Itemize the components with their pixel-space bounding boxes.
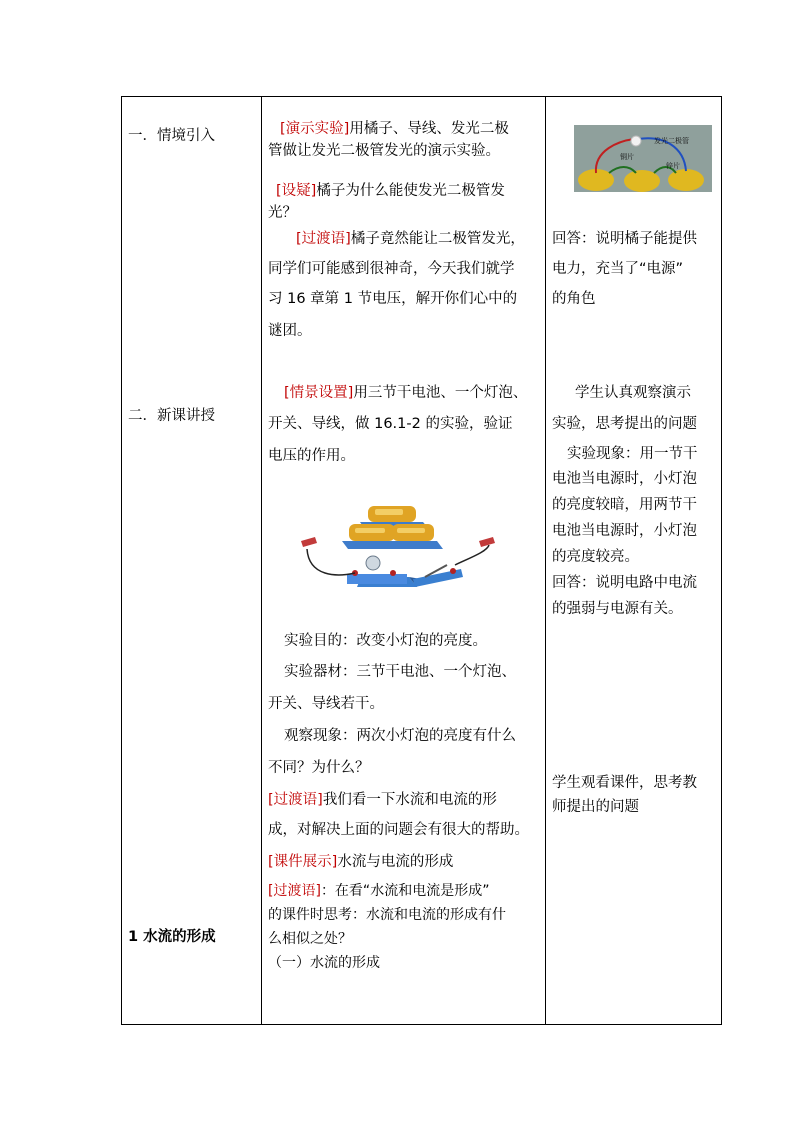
tag-label: [过渡语] (268, 792, 323, 808)
text-line: （一）水流的形成 (268, 955, 380, 971)
text-line: 实验现象：用一节干 (567, 446, 698, 462)
text-line: 师提出的问题 (552, 799, 639, 815)
student-activity-column (547, 97, 721, 1024)
photo-label: 发光二极管 (654, 137, 689, 145)
text-line: 电池当电源时，小灯泡 (552, 471, 697, 487)
text-line: 光？ (268, 205, 297, 221)
text-line: 实验目的：改变小灯泡的亮度。 (284, 633, 487, 649)
text-line: 观察现象：两次小灯泡的亮度有什么 (284, 728, 516, 744)
text-line: 回答：说明电路中电流 (552, 575, 697, 591)
text-line: 开关、导线，做 16.1-2 的实验，验证 (268, 416, 513, 432)
section-heading-1: 一．情境引入 (128, 128, 215, 144)
tag-label: [过渡语] (268, 883, 321, 899)
text-line: 谜团。 (268, 323, 312, 339)
orange-circuit-photo (574, 125, 712, 192)
tag-label: [演示实验] (280, 121, 350, 137)
text-line: 电压的作用。 (268, 448, 355, 464)
text-line: 的亮度较亮。 (552, 549, 639, 565)
photo-label: 铜片 (620, 153, 634, 161)
teacher-activity-column (263, 97, 546, 1024)
text-line: 的强弱与电源有关。 (552, 601, 683, 617)
text-line: 同学们可能感到很神奇，今天我们就学 (268, 261, 515, 277)
text-line: 回答：说明橘子能提供 (552, 231, 697, 247)
section-heading-3: 1 水流的形成 (128, 929, 216, 945)
text-line: 学生认真观察演示 (575, 385, 691, 401)
text-line: 开关、导线若干。 (268, 696, 384, 712)
text-line: 么相似之处？ (268, 931, 352, 947)
text-line: 管做让发光二极管发光的演示实验。 (268, 143, 500, 159)
section-column (122, 97, 262, 1024)
text-line: 的亮度较暗，用两节干 (552, 497, 697, 513)
text-line: 的角色 (552, 291, 596, 307)
paragraph-transition: [过渡语]橘子竟然能让二极管发光， (296, 231, 525, 247)
text-line: 习 16 章第 1 节电压，解开你们心中的 (268, 291, 518, 307)
circuit-image (297, 497, 497, 597)
paragraph-demo: [演示实验]用橘子、导线、发光二极 (280, 121, 509, 137)
tag-label: [情景设置] (284, 385, 354, 401)
photo-label: 锌片 (666, 162, 680, 170)
paragraph-transition-3: [过渡语]：在看“水流和电流是形成” (268, 883, 490, 899)
paragraph-courseware: [课件展示]水流与电流的形成 (268, 854, 454, 870)
paragraph-scenario: [情景设置]用三节干电池、一个灯泡、 (284, 385, 528, 401)
tag-label: [过渡语] (296, 231, 351, 247)
text-line: 不同？为什么？ (268, 760, 370, 776)
tag-label: [课件展示] (268, 854, 338, 870)
lesson-table (121, 96, 722, 1025)
text-line: 电池当电源时，小灯泡 (552, 523, 697, 539)
paragraph-question: [设疑]橘子为什么能使发光二极管发 (276, 183, 505, 199)
text-line: 电力，充当了“电源” (552, 261, 684, 277)
paragraph-transition-2: [过渡语]我们看一下水流和电流的形 (268, 792, 497, 808)
text-line: 成，对解决上面的问题会有很大的帮助。 (268, 822, 529, 838)
text-line: 学生观看课件，思考教 (552, 775, 697, 791)
text-line: 实验器材：三节干电池、一个灯泡、 (284, 664, 516, 680)
section-heading-2: 二．新课讲授 (128, 408, 215, 424)
tag-label: [设疑] (276, 183, 317, 199)
text-line: 的课件时思考：水流和电流的形成有什 (268, 907, 506, 923)
text-line: 实验，思考提出的问题 (552, 416, 697, 432)
